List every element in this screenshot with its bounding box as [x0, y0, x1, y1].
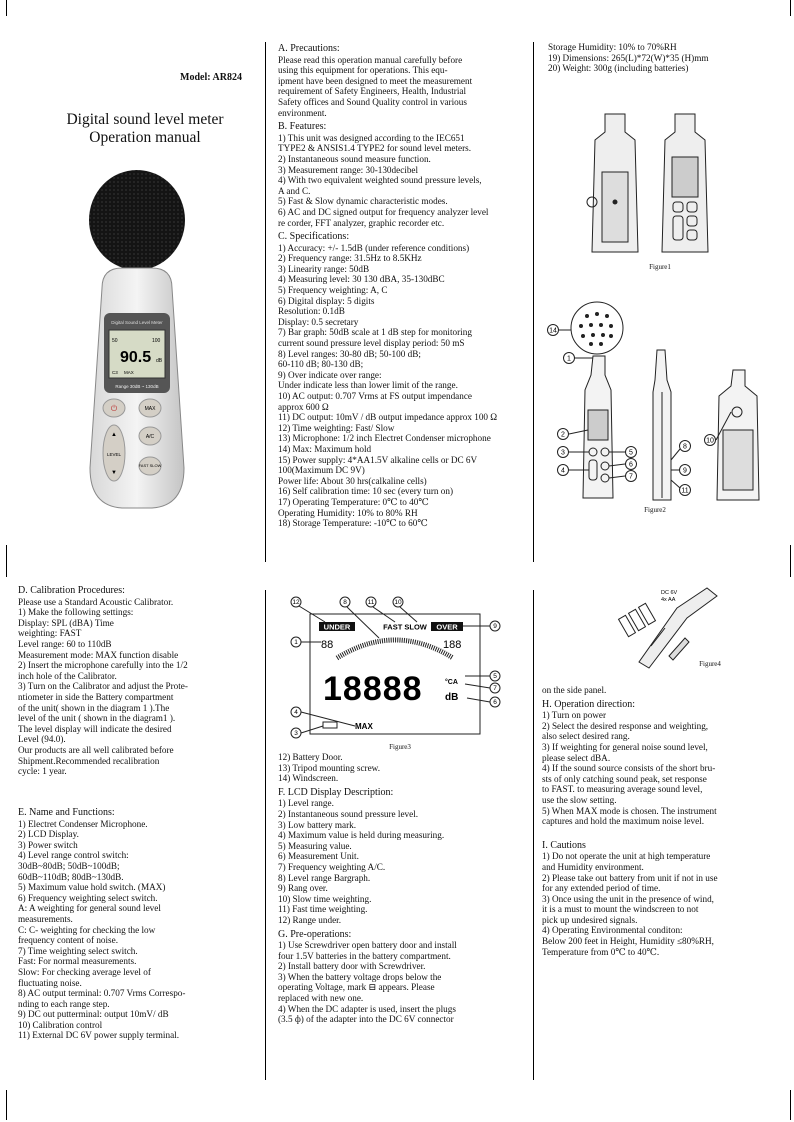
lcd-left-value: 50	[112, 338, 118, 344]
fig2-callouts	[548, 325, 732, 496]
precautions-features-specs	[278, 40, 528, 529]
text-line: requirement of Safety Engineers, Health, Industrial	[278, 86, 467, 97]
text-line: 2) Please take out battery from unit if not in use	[542, 872, 718, 883]
svg-text:12: 12	[292, 599, 300, 606]
text-line: 2) Install battery door with Screwdriver.	[278, 961, 426, 972]
svg-text:4: 4	[561, 467, 565, 475]
calibration-procedures	[18, 582, 258, 777]
text-line: Display: SPL (dBA) Time	[18, 617, 114, 628]
fig2-side	[653, 350, 671, 500]
text-line: for any extended period of time.	[542, 883, 661, 894]
text-line: 17) Operating Temperature: 0℃ to 40℃	[278, 496, 429, 507]
name-and-functions	[18, 804, 258, 1041]
text-line: Under indicate less than lower limit of the range.	[278, 380, 458, 391]
text-line: 8) AC output terminal: 0.707 Vrms Correspo-	[18, 988, 186, 999]
max-label: MAX	[144, 406, 156, 412]
text-line: 5) Frequency weighting: A, C	[278, 285, 388, 296]
text-line: 6) Measurement Unit.	[278, 851, 359, 862]
sound-level-meter-illustration	[72, 168, 202, 513]
text-line: 10) Slow time weighting.	[278, 893, 372, 904]
text-line: 10) AC output: 0.707 Vrms at FS output impendance	[278, 391, 472, 401]
text-line: environment.	[278, 107, 327, 118]
text-line: 19) Dimensions: 265(L)*72(W)*35 (H)mm	[548, 52, 709, 63]
text-line: four 1.5V batteries in the battery compartment.	[278, 950, 451, 961]
section-heading: E. Name and Functions:	[18, 807, 115, 818]
text-line: of the unit( shown in the diagram 1 ).The	[18, 702, 170, 713]
svg-text:5: 5	[493, 673, 497, 680]
text-line: 13) Microphone: 1/2 inch Electret Condenser microphone	[278, 433, 491, 444]
edge-mark-l0	[6, 0, 7, 16]
text-line: using this equipment for operations. This equ-	[278, 65, 448, 76]
face-title: Digital Sound Level Meter	[111, 320, 163, 325]
svg-text:3: 3	[294, 730, 298, 737]
fig2-windscreen	[571, 302, 623, 354]
svg-text:11: 11	[681, 487, 689, 495]
svg-text:7: 7	[629, 473, 633, 481]
text-line: Please read this operation manual carefully before	[278, 54, 463, 65]
text-line: 4) Measuring level: 30 130 dBA, 35-130dBC	[278, 274, 445, 285]
lcd-reading: 90.5	[120, 349, 152, 366]
text-line: on the side panel.	[542, 685, 607, 695]
fig4-aa-label: 4x AA	[661, 597, 676, 603]
text-line: sts of only catching sound peak, set response	[542, 773, 707, 784]
text-line: 1) Level range.	[278, 798, 334, 809]
svg-text:14: 14	[549, 327, 557, 335]
section-heading: H. Operation direction:	[542, 698, 636, 710]
text-line: 2) Instantaneous sound measure function.	[278, 153, 431, 164]
lcd-mode-2: MAX	[124, 370, 134, 375]
text-line: pick up undesired signals.	[542, 914, 638, 925]
text-line: please select dBA.	[542, 752, 611, 763]
text-line: 14) Max: Maximum hold	[278, 443, 372, 454]
text-line: (3.5 ф) of the adapter into the DC 6V connector	[278, 1014, 454, 1025]
text-line: 1) Do not operate the unit at high temperature	[542, 851, 711, 862]
fig2-back	[717, 370, 759, 500]
fig2-front	[583, 356, 613, 498]
text-line: Measurement mode: MAX function disable	[18, 649, 179, 660]
figure1-illustration	[580, 112, 740, 262]
range-text: Range 30dB ~ 130dB	[115, 384, 159, 389]
text-line: 2) Instantaneous sound pressure level.	[278, 808, 419, 819]
text-line: cycle: 1 year.	[18, 766, 67, 777]
text-line: 3) Once using the unit in the presence of wind,	[542, 893, 714, 904]
text-line: 4) Operating Environmental conditon:	[542, 925, 683, 936]
edge-mark-l2	[6, 1090, 7, 1120]
svg-text:10: 10	[706, 437, 714, 445]
lcd-description-preoperations	[278, 752, 528, 1025]
text-line: 4) With two equivalent weighted sound pressure levels,	[278, 175, 482, 186]
lcd-max: MAX	[355, 722, 373, 731]
text-line: 4) Level range control switch:	[18, 850, 129, 861]
text-line: 7) Time weighting select switch.	[18, 945, 138, 956]
text-line: also select desired rang.	[542, 731, 630, 742]
fig1-back-view	[587, 114, 638, 252]
ac-label: A/C	[145, 434, 155, 440]
text-line: 20) Weight: 300g (including batteries)	[548, 63, 689, 74]
text-line: 18) Storage Temperature: -10℃ to 60℃	[278, 518, 428, 529]
text-line: 11) External DC 6V power supply terminal.	[18, 1030, 180, 1041]
section-heading: C. Specifications:	[278, 231, 350, 243]
text-line: 12) Range under.	[278, 914, 342, 925]
text-line: 6) AC and DC signed output for frequency analyzer level	[278, 206, 489, 217]
specs-continued	[548, 42, 788, 74]
text-line: 8) Level range Bargraph.	[278, 872, 371, 883]
figure2-illustration	[545, 300, 785, 515]
text-line: 14) Windscreen.	[278, 773, 339, 784]
text-line: 12) Battery Door.	[278, 752, 343, 762]
text-line: Storage Humidity: 10% to 70%RH	[548, 42, 677, 52]
svg-text:1: 1	[567, 355, 571, 363]
text-line: and Humidity environment.	[542, 861, 644, 872]
text-line: Level range: 60 to 110dB	[18, 638, 112, 649]
text-line: The level display will indicate the desired	[18, 723, 172, 734]
lcd-right-value: 100	[152, 338, 161, 344]
figure2-caption: Figure2	[644, 506, 666, 514]
lcd-main-digits: 18888	[323, 670, 423, 708]
figure1-caption: Figure1	[649, 263, 671, 271]
svg-text:10: 10	[394, 599, 402, 606]
text-line: 2) Insert the microphone carefully into the 1/2	[18, 660, 188, 671]
text-line: 11) DC output: 10mV / dB output impedance approx 100 Ω	[278, 412, 498, 423]
text-line: 3) Turn on the Calibrator and adjust the Prote-	[18, 681, 188, 692]
svg-text:9: 9	[683, 467, 687, 475]
text-line: 1) Use Screwdriver open battery door and install	[278, 940, 457, 951]
fast-label: FAST SLOW	[138, 463, 162, 468]
fig4-cover	[669, 638, 689, 660]
section-heading: F. LCD Display Description:	[278, 786, 394, 798]
text-line: ntiometer in side the Battery compartment	[18, 691, 174, 702]
lcd-under: UNDER	[323, 622, 351, 632]
text-line: 5) Maximum value hold switch. (MAX)	[18, 882, 166, 893]
text-line: captures and hold the maximum noise level.	[542, 816, 705, 827]
text-line: 9) Over indicate over range:	[278, 369, 382, 380]
text-line: 2) LCD Display.	[18, 829, 79, 840]
svg-text:8: 8	[683, 443, 687, 451]
svg-text:9: 9	[493, 623, 497, 630]
title-line-2: Operation manual	[89, 129, 201, 146]
text-line: 1) Electret Condenser Microphone.	[18, 818, 148, 829]
text-line: 100(Maximum DC 9V)	[278, 465, 365, 476]
level-label: LEVEL	[106, 452, 122, 457]
lcd-unit-ca: °CA	[445, 679, 458, 686]
lcd-right-digits: 188	[443, 639, 462, 651]
text-line: nding to each range step.	[18, 998, 110, 1009]
divider-bottom-1	[265, 590, 266, 1080]
title-line-1: Digital sound level meter	[66, 111, 224, 128]
svg-text:5: 5	[629, 449, 633, 457]
text-line: level of the unit ( shown in the diagram1 ).	[18, 713, 176, 724]
section-heading: G. Pre-operations:	[278, 928, 352, 940]
operation-cautions	[542, 685, 787, 957]
section-heading: A. Precautions:	[278, 43, 340, 54]
text-line: 7) Bar graph: 50dB scale at 1 dB step for monitoring	[278, 327, 472, 338]
model-label: Model: AR824	[180, 72, 242, 83]
spacer	[542, 827, 787, 837]
text-line: current sound pressure level display period: 50 mS	[278, 338, 465, 349]
text-line: 4) Maximum value is held during measuring.	[278, 830, 445, 841]
text-line: 3) Measurement range: 30-130decibel	[278, 164, 419, 175]
figure3-caption: Figure3	[389, 743, 411, 751]
text-line: 1) Make the following settings:	[18, 607, 134, 618]
text-line: 13) Tripod mounting screw.	[278, 762, 380, 773]
text-line: 3) If weighting for general noise sound level,	[542, 741, 708, 752]
svg-text:6: 6	[493, 699, 497, 706]
fig4-batteries	[619, 603, 656, 636]
edge-mark-l1	[6, 545, 7, 577]
fig4-dc-label: DC 6V	[661, 590, 678, 596]
text-line: A: A weighting for general sound level	[18, 903, 161, 914]
text-line: weighting: FAST	[18, 628, 82, 639]
text-line: frequency content of noise.	[18, 935, 119, 946]
text-line: Please use a Standard Acoustic Calibrator.	[18, 596, 174, 607]
text-line: it is a must to mount the windscreen to not	[542, 904, 699, 915]
text-line: use the slow setting.	[542, 794, 617, 805]
section-heading: B. Features:	[278, 121, 327, 133]
text-line: 3) Low battery mark.	[278, 819, 357, 830]
svg-text:11: 11	[367, 599, 375, 606]
lcd-unit-db: dB	[445, 692, 459, 703]
text-line: Shipment.Recommended recalibration	[18, 755, 160, 766]
text-line: Our products are all well calibrated before	[18, 744, 174, 755]
text-line: operating Voltage, mark ⊟ appears. Please	[278, 982, 435, 993]
fig1-front-view	[662, 114, 708, 252]
svg-text:4: 4	[294, 709, 298, 716]
windscreen-ball	[89, 170, 185, 270]
text-line: fluctuating noise.	[18, 977, 82, 988]
svg-text:3: 3	[561, 449, 565, 457]
text-line: measurements.	[18, 913, 73, 924]
lcd-left-digits: 88	[321, 639, 334, 651]
text-line: 5) When MAX mode is chosen. The instrument	[542, 805, 717, 816]
text-line: 1) Accuracy: +/- 1.5dB (under reference conditions)	[278, 242, 470, 253]
page-title	[52, 111, 238, 147]
lcd-fast-slow: FAST SLOW	[383, 622, 427, 632]
text-line: 11) Fast time weighting.	[278, 904, 368, 915]
edge-mark-r0	[790, 0, 791, 16]
level-down-icon: ▼	[111, 470, 117, 476]
text-line: 8) Level ranges: 30-80 dB; 50-100 dB;	[278, 348, 421, 359]
text-line: 9) Rang over.	[278, 883, 328, 894]
lcd-over: OVER	[436, 622, 458, 632]
lcd-unit: dB	[156, 358, 163, 364]
section-heading: D. Calibration Procedures:	[18, 585, 125, 596]
text-line: Temperature from 0℃ to 40℃.	[542, 946, 660, 957]
divider-bottom-2	[533, 590, 534, 1080]
section-heading: I. Cautions	[542, 839, 586, 851]
text-line: Operating Humidity: 10% to 80% RH	[278, 507, 418, 518]
svg-text:6: 6	[629, 461, 633, 469]
edge-mark-r2	[790, 1090, 791, 1120]
text-line: replaced with new one.	[278, 993, 364, 1004]
text-line: approx 600 Ω	[278, 401, 329, 412]
text-line: 12) Time weighting: Fast/ Slow	[278, 422, 395, 433]
text-line: 60-110 dB; 80-130 dB;	[278, 359, 364, 370]
fig4-meter	[639, 588, 717, 668]
divider-top-1	[265, 42, 266, 562]
text-line: Power life: About 30 hrs(calkaline cells)	[278, 475, 427, 486]
text-line: 4) When the DC adapter is used, insert the plugs	[278, 1003, 456, 1014]
edge-mark-r1	[790, 545, 791, 577]
text-line: A and C.	[278, 185, 311, 196]
svg-text:1: 1	[294, 639, 298, 646]
text-line: Slow: For checking average level of	[18, 966, 151, 977]
text-line: 1) Turn on power	[542, 710, 607, 721]
text-line: TYPE2 & ANSIS1.4 TYPE2 for sound level meters.	[278, 143, 472, 154]
text-line: 2) Frequency range: 31.5Hz to 8.5KHz	[278, 253, 422, 264]
text-line: 3) Linearity range: 50dB	[278, 263, 370, 274]
text-line: 5) Measuring value.	[278, 840, 352, 851]
text-line: 3) When the battery voltage drops below the	[278, 971, 442, 982]
text-line: 6) Frequency weighting select switch.	[18, 892, 158, 903]
text-line: Below 200 feet in Height, Humidity ≤80%RH,	[542, 936, 714, 947]
svg-text:8: 8	[343, 599, 347, 606]
text-line: re corder, FFT analyzer, graphic recorder etc.	[278, 217, 445, 228]
text-line: 60dB~110dB; 80dB~130dB.	[18, 871, 124, 882]
text-line: Safety offices and Sound Quality control in various	[278, 96, 467, 107]
level-up-icon: ▲	[111, 432, 117, 438]
figure3-lcd-diagram	[285, 592, 510, 742]
text-line: 1) This unit was designed according to the IEC651	[278, 132, 465, 143]
text-line: 16) Self calibration time: 10 sec (every turn on)	[278, 486, 454, 497]
text-line: 9) DC out putterminal: output 10mV/ dB	[18, 1009, 169, 1020]
text-line: Fast: For normal measurements.	[18, 956, 137, 967]
text-line: Level (94.0).	[18, 734, 66, 745]
power-icon: ⏻	[110, 404, 118, 413]
text-line: 5) Fast & Slow dynamic characteristic modes.	[278, 196, 448, 207]
text-line: 2) Select the desired response and weighting,	[542, 720, 709, 731]
text-line: to FAST. to measuring average sound level,	[542, 784, 703, 795]
text-line: 30dB~80dB; 50dB~100dB;	[18, 860, 120, 871]
svg-text:2: 2	[561, 431, 565, 439]
divider-top-2	[533, 42, 534, 562]
text-line: Display: 0.5 secretary	[278, 316, 359, 327]
text-line: Resolution: 0.1dB	[278, 306, 345, 317]
text-line: ipment have been designed to meet the measurement	[278, 75, 473, 86]
text-line: C: C- weighting for checking the low	[18, 924, 156, 935]
text-line: 10) Calibration control	[18, 1019, 103, 1030]
text-line: 3) Power switch	[18, 839, 78, 850]
text-line: 15) Power supply: 4*AA1.5V alkaline cells or DC 6V	[278, 454, 478, 465]
text-line: 4) If the sound source consists of the short bru-	[542, 763, 716, 774]
lcd-mode-1: C3	[112, 370, 118, 375]
figure4-caption: Figure4	[699, 660, 721, 668]
text-line: 6) Digital display: 5 digits	[278, 295, 375, 306]
svg-text:7: 7	[493, 685, 497, 692]
text-line: inch hole of the Calibrator.	[18, 670, 117, 681]
text-line: 7) Frequency weighting A/C.	[278, 861, 386, 872]
